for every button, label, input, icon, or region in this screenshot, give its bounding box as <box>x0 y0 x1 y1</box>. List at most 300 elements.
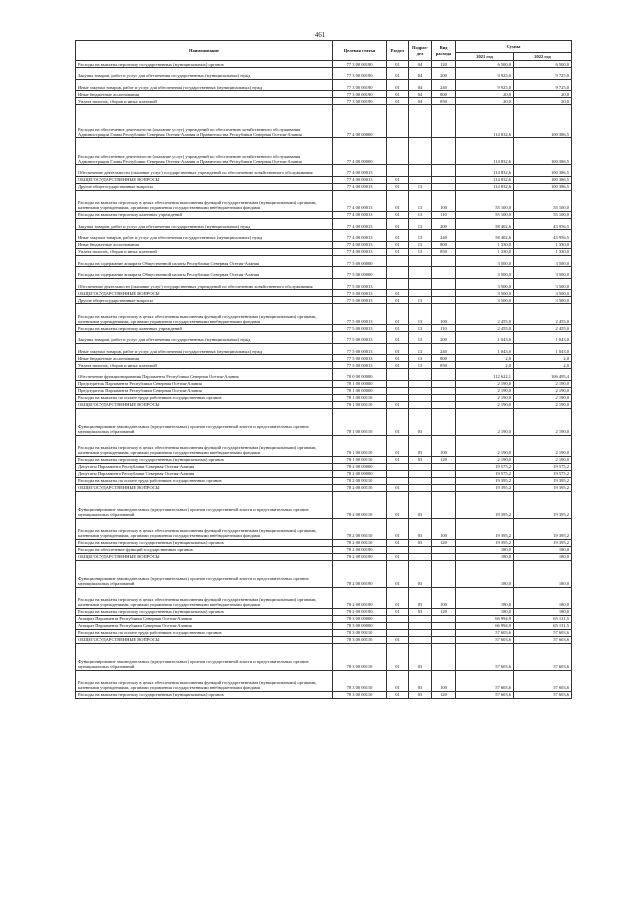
cell-target-code: 77 4 00 00013 <box>333 230 387 242</box>
cell-subsection <box>409 380 432 387</box>
cell-sum-2021: 3 500,0 <box>456 290 514 297</box>
cell-target-code: 78 2 00 00110 <box>333 477 387 484</box>
cell-expense-type <box>432 369 456 381</box>
cell-subsection: 04 <box>409 61 432 68</box>
cell-name: Расходы на выплаты персоналу в целях обеспечения выполнения функций государственными (муниципальными) органами, казенными учреждениями, органами управления государственными внебюджетными фондами <box>76 587 333 608</box>
cell-name: Расходы на обеспечение деятельности (оказание услуг) учреждений по обеспечению хозяйственного обслуживания Администрации Главы Республики Северная Осетия-Алания и Правительства Республики Северная Осетия-Алания <box>76 138 333 165</box>
cell-expense-type <box>432 491 456 518</box>
cell-target-code: 77 5 00 00000 <box>333 255 387 267</box>
cell-section: 01 <box>387 230 409 242</box>
table-row <box>76 255 572 267</box>
cell-sum-2022: 55 100,0 <box>514 211 572 218</box>
cell-name: Иные бюджетные ассигнования <box>76 91 333 98</box>
cell-subsection <box>409 622 432 629</box>
cell-sum-2022: 2 190,0 <box>514 456 572 463</box>
cell-target-code: 78 2 00 00110 <box>333 484 387 491</box>
cell-expense-type: 100 <box>432 190 456 211</box>
cell-name: Иные закупки товаров, работ и услуг для обеспечения государственных (муниципальных) нужд <box>76 343 333 355</box>
cell-subsection: 13 <box>409 304 432 325</box>
cell-section: 01 <box>387 248 409 255</box>
col-header-name: Наименование <box>76 41 333 61</box>
cell-section: 01 <box>387 553 409 560</box>
cell-subsection: 04 <box>409 68 432 80</box>
cell-subsection <box>409 138 432 165</box>
cell-sum-2021: 2 455,0 <box>456 325 514 332</box>
cell-subsection: 04 <box>409 91 432 98</box>
cell-name: Расходы на содержание аппарата Общественной палаты Республики Северная Осетия-Алания <box>76 255 333 267</box>
cell-subsection: 03 <box>409 408 432 435</box>
cell-name: Председатель Парламента Республики Северная Осетия-Алания <box>76 387 333 394</box>
cell-name: Расходы на выплаты персоналу государственных (муниципальных) органов <box>76 539 333 546</box>
cell-sum-2022: 9 725,0 <box>514 68 572 80</box>
cell-expense-type <box>432 636 456 643</box>
cell-subsection <box>409 636 432 643</box>
cell-name: Расходы на обеспечение функций государственных органов <box>76 546 333 553</box>
cell-expense-type: 200 <box>432 218 456 230</box>
cell-sum-2021: 1 330,0 <box>456 248 514 255</box>
cell-sum-2021: 2 190,0 <box>456 408 514 435</box>
cell-sum-2022: 9 725,0 <box>514 79 572 91</box>
cell-expense-type: 200 <box>432 332 456 344</box>
cell-sum-2022: 19 395,2 <box>514 477 572 484</box>
cell-sum-2022: 100 386,5 <box>514 176 572 183</box>
cell-expense-type: 120 <box>432 539 456 546</box>
cell-sum-2021: 3 500,0 <box>456 267 514 279</box>
cell-name: Аппарат Парламента Республики Северная Осетия-Алания <box>76 615 333 622</box>
table-row <box>76 456 572 463</box>
cell-subsection: 03 <box>409 456 432 463</box>
cell-subsection: 13 <box>409 190 432 211</box>
cell-name: Обеспечение функционирования Парламента Республики Северная Осетия-Алания <box>76 369 333 381</box>
cell-target-code: 78 3 00 00110 <box>333 643 387 670</box>
cell-sum-2022: 19 575,2 <box>514 470 572 477</box>
cell-subsection: 13 <box>409 362 432 369</box>
table-row <box>76 138 572 165</box>
cell-subsection <box>409 387 432 394</box>
cell-section: 01 <box>387 408 409 435</box>
cell-section <box>387 629 409 636</box>
cell-sum-2022: 2 455,0 <box>514 325 572 332</box>
cell-sum-2021: 2 455,0 <box>456 304 514 325</box>
cell-sum-2021: 9 925,0 <box>456 79 514 91</box>
cell-expense-type <box>432 278 456 290</box>
cell-expense-type <box>432 267 456 279</box>
cell-section: 01 <box>387 68 409 80</box>
cell-target-code: 78 2 00 00190 <box>333 553 387 560</box>
table-row <box>76 463 572 470</box>
table-row <box>76 165 572 177</box>
cell-target-code: 77 4 00 00013 <box>333 190 387 211</box>
cell-target-code: 77 3 00 00190 <box>333 98 387 105</box>
header-row <box>76 41 572 53</box>
cell-sum-2021: 58 402,6 <box>456 218 514 230</box>
cell-expense-type: 850 <box>432 362 456 369</box>
cell-target-code: 77 5 00 00013 <box>333 290 387 297</box>
cell-target-code: 77 3 00 00190 <box>333 79 387 91</box>
cell-subsection <box>409 176 432 183</box>
cell-target-code: 77 4 00 00000 <box>333 105 387 138</box>
cell-expense-type <box>432 477 456 484</box>
cell-sum-2022: 65 131,5 <box>514 622 572 629</box>
cell-target-code: 78 3 00 00000 <box>333 622 387 629</box>
cell-subsection: 03 <box>409 518 432 539</box>
cell-sum-2022: 57 603,6 <box>514 643 572 670</box>
cell-expense-type <box>432 629 456 636</box>
cell-name: Расходы на выплаты по оплате труда работников государственных органов <box>76 477 333 484</box>
cell-expense-type <box>432 297 456 304</box>
cell-name: ОБЩЕГОСУДАРСТВЕННЫЕ ВОПРОСЫ <box>76 484 333 491</box>
table-row <box>76 622 572 629</box>
table-row <box>76 477 572 484</box>
cell-sum-2022: 100 386,5 <box>514 105 572 138</box>
cell-target-code: 77 5 00 00000 <box>333 267 387 279</box>
cell-section <box>387 387 409 394</box>
table-row <box>76 218 572 230</box>
cell-subsection: 13 <box>409 325 432 332</box>
cell-section <box>387 546 409 553</box>
cell-expense-type: 800 <box>432 241 456 248</box>
cell-target-code: 78 2 00 00190 <box>333 608 387 615</box>
cell-subsection: 13 <box>409 332 432 344</box>
cell-name: Функционирование законодательных (представительных) органов государственной власти и представительных органов муниципальных образований <box>76 491 333 518</box>
table-row <box>76 629 572 636</box>
cell-name: Расходы на выплаты персоналу государственных (муниципальных) органов <box>76 61 333 68</box>
cell-subsection: 04 <box>409 98 432 105</box>
cell-sum-2021: 3 500,0 <box>456 297 514 304</box>
cell-target-code: 78 1 00 00110 <box>333 456 387 463</box>
cell-sum-2022: 2,0 <box>514 362 572 369</box>
cell-sum-2021: 180,0 <box>456 546 514 553</box>
cell-expense-type <box>432 470 456 477</box>
cell-name: Уплата налогов, сборов и иных платежей <box>76 362 333 369</box>
cell-sum-2021: 19 395,2 <box>456 477 514 484</box>
cell-name: Иные закупки товаров, работ и услуг для обеспечения государственных (муниципальных) нужд <box>76 79 333 91</box>
table-row <box>76 636 572 643</box>
cell-expense-type <box>432 546 456 553</box>
cell-sum-2021: 20,0 <box>456 98 514 105</box>
cell-section: 01 <box>387 636 409 643</box>
cell-target-code: 77 5 00 00013 <box>333 304 387 325</box>
cell-target-code: 77 5 00 00013 <box>333 278 387 290</box>
cell-subsection: 03 <box>409 643 432 670</box>
cell-subsection: 03 <box>409 691 432 698</box>
cell-expense-type <box>432 408 456 435</box>
cell-name: Расходы на выплаты персоналу казенных учреждений <box>76 211 333 218</box>
table-row <box>76 560 572 587</box>
cell-target-code: 78 1 00 00110 <box>333 408 387 435</box>
cell-section: 01 <box>387 608 409 615</box>
cell-section: 01 <box>387 91 409 98</box>
cell-section: 01 <box>387 297 409 304</box>
cell-name: Другие общегосударственные вопросы <box>76 297 333 304</box>
cell-target-code: 77 5 00 00013 <box>333 343 387 355</box>
cell-target-code: 78 2 00 00190 <box>333 560 387 587</box>
cell-name: Расходы на выплаты персоналу в целях обеспечения выполнения функций государственными (муниципальными) органами, казенными учреждениями, органами управления государственными внебюджетными фондами <box>76 304 333 325</box>
cell-subsection <box>409 105 432 138</box>
cell-name: ОБЩЕГОСУДАРСТВЕННЫЕ ВОПРОСЫ <box>76 553 333 560</box>
cell-target-code: 77 5 00 00013 <box>333 332 387 344</box>
cell-sum-2022: 19 395,2 <box>514 518 572 539</box>
cell-name: Закупка товаров, работ и услуг для обеспечения государственных (муниципальных) нужд <box>76 332 333 344</box>
cell-sum-2021: 57 603,6 <box>456 691 514 698</box>
cell-target-code: 77 4 00 00000 <box>333 138 387 165</box>
cell-section <box>387 615 409 622</box>
cell-sum-2022: 57 603,6 <box>514 629 572 636</box>
table-row <box>76 643 572 670</box>
cell-sum-2022: 6 500,0 <box>514 61 572 68</box>
cell-sum-2021: 19 575,2 <box>456 463 514 470</box>
cell-sum-2022: 2 190,0 <box>514 435 572 456</box>
cell-name: Иные бюджетные ассигнования <box>76 355 333 362</box>
cell-subsection <box>409 401 432 408</box>
cell-expense-type: 240 <box>432 343 456 355</box>
cell-sum-2022: 180,0 <box>514 553 572 560</box>
cell-target-code: 77 4 00 00013 <box>333 248 387 255</box>
table-row <box>76 380 572 387</box>
cell-section <box>387 463 409 470</box>
cell-expense-type: 110 <box>432 211 456 218</box>
cell-section: 01 <box>387 241 409 248</box>
cell-sum-2021: 2 190,0 <box>456 456 514 463</box>
cell-section: 01 <box>387 539 409 546</box>
table-body <box>76 61 572 699</box>
cell-expense-type: 240 <box>432 79 456 91</box>
cell-subsection <box>409 267 432 279</box>
cell-expense-type: 200 <box>432 68 456 80</box>
cell-section: 01 <box>387 183 409 190</box>
cell-sum-2022: 19 395,2 <box>514 539 572 546</box>
cell-name: Расходы на выплаты по оплате труда работников государственных органов <box>76 629 333 636</box>
cell-section <box>387 477 409 484</box>
cell-sum-2021: 114 832,6 <box>456 105 514 138</box>
cell-sum-2022: 3 500,0 <box>514 255 572 267</box>
cell-sum-2021: 2 190,0 <box>456 401 514 408</box>
cell-name: Закупка товаров, работ и услуг для обеспечения государственных (муниципальных) нужд <box>76 218 333 230</box>
cell-sum-2022: 106 495,4 <box>514 369 572 381</box>
cell-sum-2021: 3 500,0 <box>456 278 514 290</box>
col-header-exp-type: Вид расхода <box>432 41 456 61</box>
cell-subsection <box>409 553 432 560</box>
cell-name: ОБЩЕГОСУДАРСТВЕННЫЕ ВОПРОСЫ <box>76 290 333 297</box>
cell-target-code: 77 5 00 00013 <box>333 355 387 362</box>
cell-section: 01 <box>387 456 409 463</box>
cell-sum-2021: 55 100,0 <box>456 211 514 218</box>
cell-expense-type <box>432 394 456 401</box>
cell-sum-2022: 2 190,0 <box>514 394 572 401</box>
cell-sum-2022: 2 455,0 <box>514 304 572 325</box>
cell-subsection <box>409 477 432 484</box>
cell-subsection: 13 <box>409 218 432 230</box>
cell-expense-type: 100 <box>432 670 456 691</box>
cell-sum-2021: 2 190,0 <box>456 394 514 401</box>
cell-expense-type <box>432 401 456 408</box>
cell-expense-type <box>432 138 456 165</box>
cell-section: 01 <box>387 61 409 68</box>
cell-section: 01 <box>387 435 409 456</box>
cell-expense-type <box>432 255 456 267</box>
cell-subsection <box>409 463 432 470</box>
cell-section <box>387 470 409 477</box>
cell-subsection <box>409 394 432 401</box>
cell-subsection: 13 <box>409 297 432 304</box>
cell-expense-type <box>432 560 456 587</box>
col-header-code: Целевая статья <box>333 41 387 61</box>
cell-sum-2022: 19 395,2 <box>514 491 572 518</box>
cell-name: Расходы на выплаты персоналу государственных (муниципальных) органов <box>76 608 333 615</box>
table-row <box>76 691 572 698</box>
cell-target-code: 78 1 00 00110 <box>333 401 387 408</box>
cell-name: Расходы на выплаты персоналу государственных (муниципальных) органов <box>76 456 333 463</box>
table-row <box>76 79 572 91</box>
cell-section: 01 <box>387 355 409 362</box>
cell-sum-2021: 19 395,2 <box>456 539 514 546</box>
cell-name: Функционирование законодательных (представительных) органов государственной власти и представительных органов муниципальных образований <box>76 560 333 587</box>
cell-target-code: 77 3 00 00190 <box>333 61 387 68</box>
cell-expense-type <box>432 183 456 190</box>
table-row <box>76 267 572 279</box>
cell-name: Председатель Парламента Республики Северная Осетия-Алания <box>76 380 333 387</box>
cell-target-code: 77 3 00 00190 <box>333 91 387 98</box>
cell-sum-2022: 43 956,5 <box>514 218 572 230</box>
cell-expense-type: 100 <box>432 518 456 539</box>
cell-sum-2022: 2 190,0 <box>514 380 572 387</box>
cell-expense-type: 110 <box>432 325 456 332</box>
cell-name: Иные бюджетные ассигнования <box>76 241 333 248</box>
cell-sum-2022: 180,0 <box>514 560 572 587</box>
table-row <box>76 608 572 615</box>
table-row <box>76 484 572 491</box>
cell-section <box>387 165 409 177</box>
cell-target-code: 77 4 00 00013 <box>333 211 387 218</box>
cell-sum-2022: 1 043,0 <box>514 332 572 344</box>
table-row <box>76 68 572 80</box>
cell-sum-2022: 1 330,0 <box>514 248 572 255</box>
table-row <box>76 387 572 394</box>
cell-expense-type: 100 <box>432 304 456 325</box>
cell-sum-2021: 66 994,9 <box>456 615 514 622</box>
cell-name: ОБЩЕГОСУДАРСТВЕННЫЕ ВОПРОСЫ <box>76 636 333 643</box>
cell-sum-2022: 65 131,5 <box>514 615 572 622</box>
cell-target-code: 78 1 00 00000 <box>333 387 387 394</box>
cell-target-code: 78 3 00 00110 <box>333 636 387 643</box>
cell-sum-2022: 57 603,6 <box>514 636 572 643</box>
cell-section <box>387 138 409 165</box>
table-row <box>76 587 572 608</box>
cell-expense-type <box>432 643 456 670</box>
cell-expense-type <box>432 290 456 297</box>
cell-sum-2022: 20,0 <box>514 98 572 105</box>
cell-name: Иные закупки товаров, работ и услуг для обеспечения государственных (муниципальных) нужд <box>76 230 333 242</box>
cell-subsection: 13 <box>409 241 432 248</box>
cell-sum-2022: 2 190,0 <box>514 387 572 394</box>
table-row <box>76 241 572 248</box>
table-row <box>76 190 572 211</box>
cell-sum-2021: 180,0 <box>456 553 514 560</box>
cell-sum-2021: 114 832,6 <box>456 138 514 165</box>
cell-subsection <box>409 165 432 177</box>
cell-sum-2021: 1 330,0 <box>456 241 514 248</box>
table-row <box>76 183 572 190</box>
cell-subsection: 03 <box>409 435 432 456</box>
cell-sum-2021: 2 190,0 <box>456 387 514 394</box>
cell-section: 01 <box>387 484 409 491</box>
cell-name: Депутаты Парламента Республики Северная Осетия-Алания <box>76 470 333 477</box>
cell-sum-2021: 2,0 <box>456 362 514 369</box>
cell-sum-2021: 9 925,0 <box>456 68 514 80</box>
cell-name: Расходы на содержание аппарата Общественной палаты Республики Северная Осетия-Алания <box>76 267 333 279</box>
cell-sum-2021: 57 603,6 <box>456 670 514 691</box>
cell-target-code: 77 4 00 00013 <box>333 218 387 230</box>
cell-subsection: 13 <box>409 211 432 218</box>
table-row <box>76 369 572 381</box>
table-row <box>76 91 572 98</box>
cell-section: 01 <box>387 290 409 297</box>
cell-sum-2021: 20,0 <box>456 91 514 98</box>
cell-section: 01 <box>387 587 409 608</box>
cell-name: Обеспечение деятельности (оказание услуг) государственных учреждений по обеспечению хозяйственного обслуживания <box>76 278 333 290</box>
cell-section <box>387 394 409 401</box>
cell-sum-2022: 3 500,0 <box>514 278 572 290</box>
cell-target-code: 78 2 00 00110 <box>333 518 387 539</box>
cell-sum-2021: 114 832,6 <box>456 183 514 190</box>
cell-expense-type: 120 <box>432 61 456 68</box>
cell-section: 01 <box>387 670 409 691</box>
cell-section: 01 <box>387 332 409 344</box>
cell-subsection: 03 <box>409 587 432 608</box>
table-row <box>76 332 572 344</box>
cell-sum-2022: 57 603,6 <box>514 670 572 691</box>
cell-sum-2021: 66 994,9 <box>456 622 514 629</box>
table-row <box>76 401 572 408</box>
cell-sum-2022: 43 956,5 <box>514 230 572 242</box>
cell-target-code: 78 1 00 00110 <box>333 394 387 401</box>
table-row <box>76 343 572 355</box>
cell-target-code: 78 0 00 00000 <box>333 369 387 381</box>
cell-expense-type: 120 <box>432 691 456 698</box>
cell-name: ОБЩЕГОСУДАРСТВЕННЫЕ ВОПРОСЫ <box>76 176 333 183</box>
cell-name: Депутаты Парламента Республики Северная Осетия-Алания <box>76 463 333 470</box>
cell-section: 01 <box>387 362 409 369</box>
cell-sum-2022: 100 386,5 <box>514 183 572 190</box>
cell-expense-type: 100 <box>432 587 456 608</box>
cell-sum-2021: 55 100,0 <box>456 190 514 211</box>
table-row <box>76 518 572 539</box>
cell-target-code: 78 3 00 00110 <box>333 691 387 698</box>
cell-sum-2022: 1 043,0 <box>514 343 572 355</box>
cell-section: 01 <box>387 98 409 105</box>
cell-subsection <box>409 290 432 297</box>
cell-sum-2022: 180,0 <box>514 587 572 608</box>
cell-target-code: 77 5 00 00013 <box>333 325 387 332</box>
cell-section: 01 <box>387 325 409 332</box>
table-row <box>76 470 572 477</box>
cell-sum-2021: 57 603,6 <box>456 643 514 670</box>
cell-sum-2021: 6 500,0 <box>456 61 514 68</box>
cell-subsection: 13 <box>409 355 432 362</box>
cell-target-code: 77 4 00 00013 <box>333 165 387 177</box>
cell-target-code: 77 4 00 00013 <box>333 176 387 183</box>
cell-section: 01 <box>387 304 409 325</box>
cell-expense-type <box>432 553 456 560</box>
cell-name: Расходы на выплаты персоналу государственных (муниципальных) органов <box>76 691 333 698</box>
cell-sum-2022: 3 500,0 <box>514 290 572 297</box>
cell-section <box>387 255 409 267</box>
cell-expense-type: 120 <box>432 608 456 615</box>
cell-subsection: 04 <box>409 79 432 91</box>
cell-sum-2021: 19 395,2 <box>456 518 514 539</box>
cell-name: Расходы на выплаты персоналу в целях обеспечения выполнения функций государственными (муниципальными) органами, казенными учреждениями, органами управления государственными внебюджетными фондами <box>76 670 333 691</box>
table-row <box>76 553 572 560</box>
